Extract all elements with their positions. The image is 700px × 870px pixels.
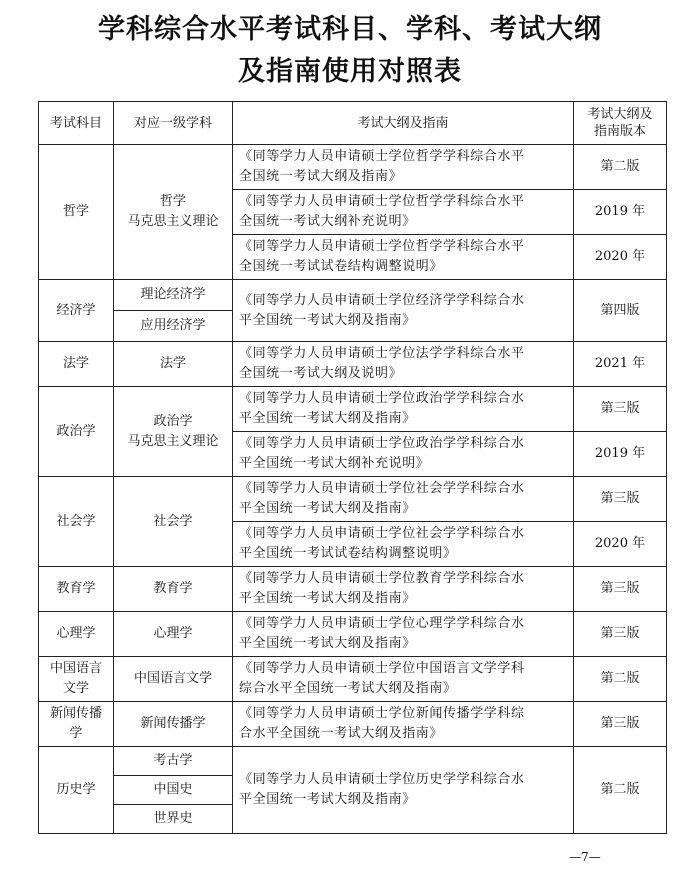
- version-cell: 第三版: [574, 702, 667, 747]
- discipline-cell: 社会学: [114, 477, 233, 567]
- version-cell: 第三版: [574, 612, 667, 657]
- guide-cell: 《同等学力人员申请硕士学位经济学学科综合水 平全国统一考试大纲及指南》: [233, 280, 574, 342]
- subject-cell: 新闻传播 学: [39, 702, 114, 747]
- version-cell: 第二版: [574, 145, 667, 190]
- guide-cell: 《同等学力人员申请硕士学位社会学学科综合水 平全国统一考试试卷结构调整说明》: [233, 522, 574, 567]
- version-cell: 第二版: [574, 747, 667, 834]
- guide-cell: 《同等学力人员申请硕士学位历史学学科综合水 平全国统一考试大纲及指南》: [233, 747, 574, 834]
- version-cell: 2019 年: [574, 190, 667, 235]
- subject-cell: 社会学: [39, 477, 114, 567]
- discipline-cell: 法学: [114, 342, 233, 387]
- subject-cell: 政治学: [39, 387, 114, 477]
- guide-cell: 《同等学力人员申请硕士学位政治学学科综合水 平全国统一考试大纲及指南》: [233, 387, 574, 432]
- table-row: [39, 477, 667, 522]
- version-cell: 第三版: [574, 567, 667, 612]
- guide-cell: 《同等学力人员申请硕士学位政治学学科综合水 平全国统一考试大纲补充说明》: [233, 432, 574, 477]
- table-row: [39, 702, 667, 747]
- subject-cell: 心理学: [39, 612, 114, 657]
- version-cell: 2020 年: [574, 522, 667, 567]
- table-row: [39, 612, 667, 657]
- table-row: [39, 567, 667, 612]
- table-row: [39, 657, 667, 702]
- guide-cell: 《同等学力人员申请硕士学位中国语言文学学科 综合水平全国统一考试大纲及指南》: [233, 657, 574, 702]
- table-row: [39, 280, 667, 311]
- subject-cell: 教育学: [39, 567, 114, 612]
- subject-cell: 经济学: [39, 280, 114, 342]
- version-cell: 2020 年: [574, 235, 667, 280]
- table-row: [39, 387, 667, 432]
- header-version: 考试大纲及 指南版本: [574, 102, 667, 145]
- subject-cell: 法学: [39, 342, 114, 387]
- table-row: [39, 145, 667, 190]
- table-row: [39, 747, 667, 776]
- discipline-cell: 中国史: [114, 776, 233, 805]
- page-title-line2: 及指南使用对照表: [238, 56, 462, 87]
- page-number: —7—: [569, 850, 601, 864]
- guide-cell: 《同等学力人员申请硕士学位法学学科综合水平 全国统一考试大纲及说明》: [233, 342, 574, 387]
- version-cell: 2019 年: [574, 432, 667, 477]
- guide-cell: 《同等学力人员申请硕士学位教育学学科综合水 平全国统一考试大纲及指南》: [233, 567, 574, 612]
- guide-cell: 《同等学力人员申请硕士学位社会学学科综合水 平全国统一考试大纲及指南》: [233, 477, 574, 522]
- version-cell: 第二版: [574, 657, 667, 702]
- version-cell: 2021 年: [574, 342, 667, 387]
- guide-cell: 《同等学力人员申请硕士学位哲学学科综合水平 全国统一考试大纲及指南》: [233, 145, 574, 190]
- discipline-cell: 理论经济学: [114, 280, 233, 311]
- discipline-cell: 世界史: [114, 805, 233, 834]
- discipline-cell: 中国语言文学: [114, 657, 233, 702]
- table-header-row: [39, 102, 667, 145]
- version-cell: 第三版: [574, 387, 667, 432]
- discipline-cell: 教育学: [114, 567, 233, 612]
- discipline-cell: 考古学: [114, 747, 233, 776]
- page-title-line1: 学科综合水平考试科目、学科、考试大纲: [98, 14, 602, 45]
- guide-cell: 《同等学力人员申请硕士学位心理学学科综合水 平全国统一考试大纲及指南》: [233, 612, 574, 657]
- discipline-cell: 心理学: [114, 612, 233, 657]
- table-row: [39, 342, 667, 387]
- header-discipline: 对应一级学科: [114, 102, 233, 145]
- subject-cell: 中国语言 文学: [39, 657, 114, 702]
- subject-cell: 哲学: [39, 145, 114, 280]
- discipline-cell: 政治学 马克思主义理论: [114, 387, 233, 477]
- discipline-cell: 新闻传播学: [114, 702, 233, 747]
- exam-subject-table: [38, 101, 667, 834]
- version-cell: 第三版: [574, 477, 667, 522]
- subject-cell: 历史学: [39, 747, 114, 834]
- header-guide: 考试大纲及指南: [233, 102, 574, 145]
- guide-cell: 《同等学力人员申请硕士学位哲学学科综合水平 全国统一考试试卷结构调整说明》: [233, 235, 574, 280]
- guide-cell: 《同等学力人员申请硕士学位哲学学科综合水平 全国统一考试大纲补充说明》: [233, 190, 574, 235]
- discipline-cell: 应用经济学: [114, 311, 233, 342]
- discipline-cell: 哲学 马克思主义理论: [114, 145, 233, 280]
- guide-cell: 《同等学力人员申请硕士学位新闻传播学学科综 合水平全国统一考试大纲及指南》: [233, 702, 574, 747]
- header-subject: 考试科目: [39, 102, 114, 145]
- version-cell: 第四版: [574, 280, 667, 342]
